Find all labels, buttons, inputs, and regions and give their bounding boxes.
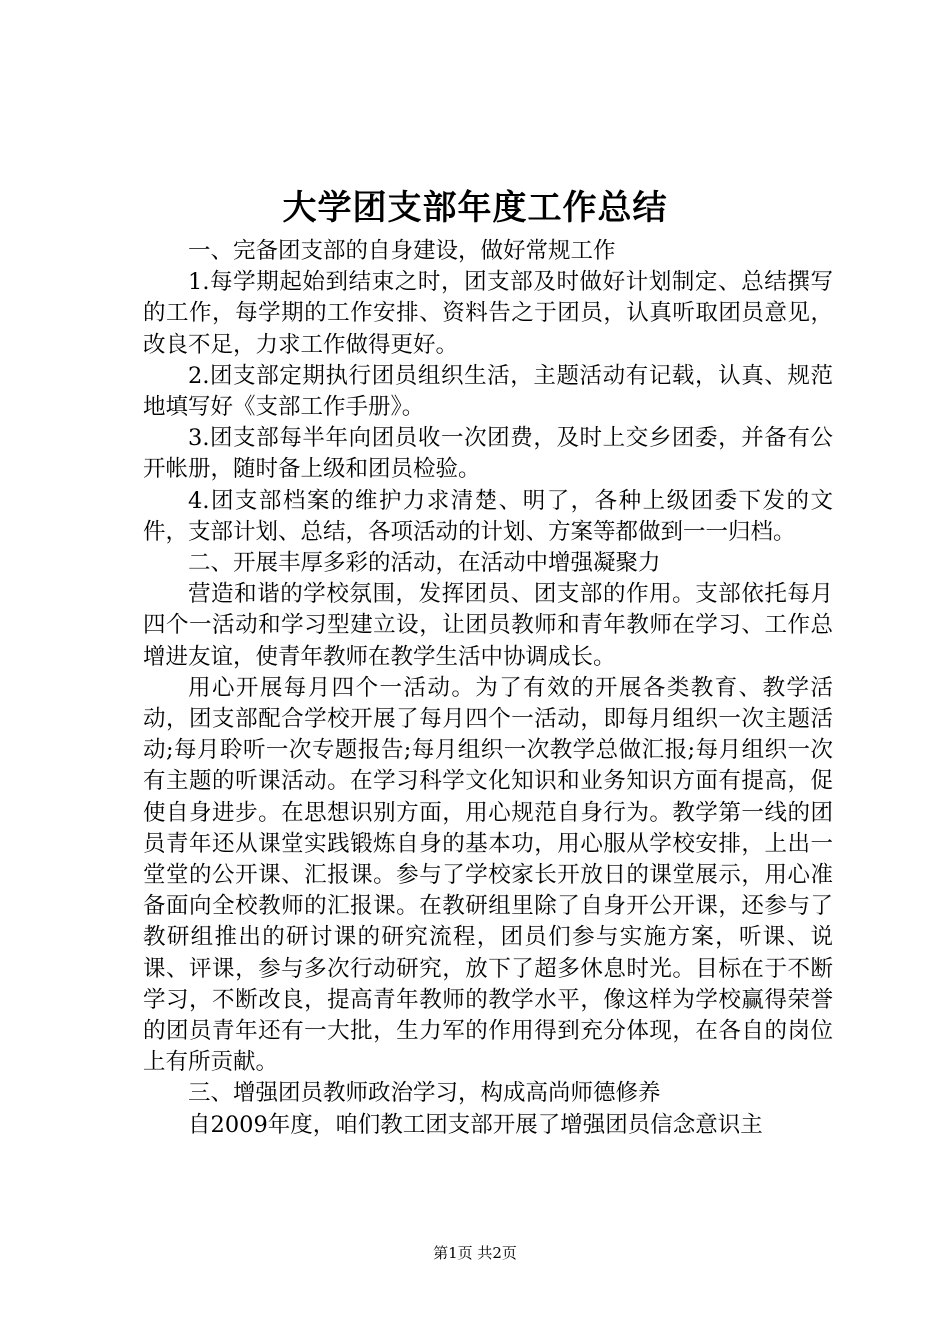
document-body bbox=[143, 236, 833, 1141]
paragraph-2009: 自2009年度，咱们教工团支部开展了增强团员信念意识主 bbox=[188, 1111, 763, 1138]
section-heading-2: 二、开展丰厚多彩的活动，在活动中增强凝聚力 bbox=[188, 550, 661, 577]
paragraph-item-2: 2.团支部定期执行团员组织生活，主题活动有记载，认真、规范地填写好《支部工作手册》。 bbox=[143, 362, 833, 421]
section-heading-3: 三、增强团员教师政治学习，构成高尚师德修养 bbox=[188, 1080, 661, 1107]
page-number-footer: 第1页 共2页 bbox=[433, 1244, 517, 1262]
paragraph-activities: 用心开展每月四个一活动。为了有效的开展各类教育、教学活动，团支部配合学校开展了每月四个一活动，即每月组织一次主题活动;每月聆听一次专题报告;每月组织一次教学总做汇报;每月组织一次有主题的听课活动。在学习科学文化知识和业务知识方面有提高，促使自身进步。在思想识别方面，用心规范自身行为。教学第一线的团员青年还从课堂实践锻炼自身的基本功，用心服从学校安排，上出一堂堂的公开课、汇报课。参与了学校家长开放日的课堂展示，用心准备面向全校教师的汇报课。在教研组里除了自身开公开课，还参与了教研组推出的研讨课的研究流程，团员们参与实施方案，听课、说课、评课，参与多次行动研究，放下了超多休息时光。目标在于不断学习，不断改良，提高青年教师的教学水平，像这样为学校赢得荣誉的团员青年还有一大批，生力军的作用得到充分体现，在各自的岗位上有所贡献。 bbox=[143, 674, 833, 1076]
section-heading-1: 一、完备团支部的自身建设，做好常规工作 bbox=[188, 238, 616, 264]
paragraph-item-1: 1.每学期起始到结束之时，团支部及时做好计划制定、总结撰写的工作，每学期的工作安排、资料告之于团员，认真听取团员意见，改良不足，力求工作做得更好。 bbox=[143, 269, 833, 358]
paragraph-item-3: 3.团支部每半年向团员收一次团费，及时上交乡团委，并备有公开帐册，随时备上级和团员检验。 bbox=[143, 425, 833, 483]
paragraph-atmosphere: 营造和谐的学校氛围，发挥团员、团支部的作用。支部依托每月四个一活动和学习型建立设，让团员教师和青年教师在学习、工作总增进友谊，使青年教师在教学生活中协调成长。 bbox=[143, 581, 833, 670]
document-title: 大学团支部年度工作总结 bbox=[282, 188, 668, 228]
paragraph-item-4: 4.团支部档案的维护力求清楚、明了，各种上级团委下发的文件，支部计划、总结，各项活动的计划、方案等都做到一一归档。 bbox=[143, 487, 833, 545]
